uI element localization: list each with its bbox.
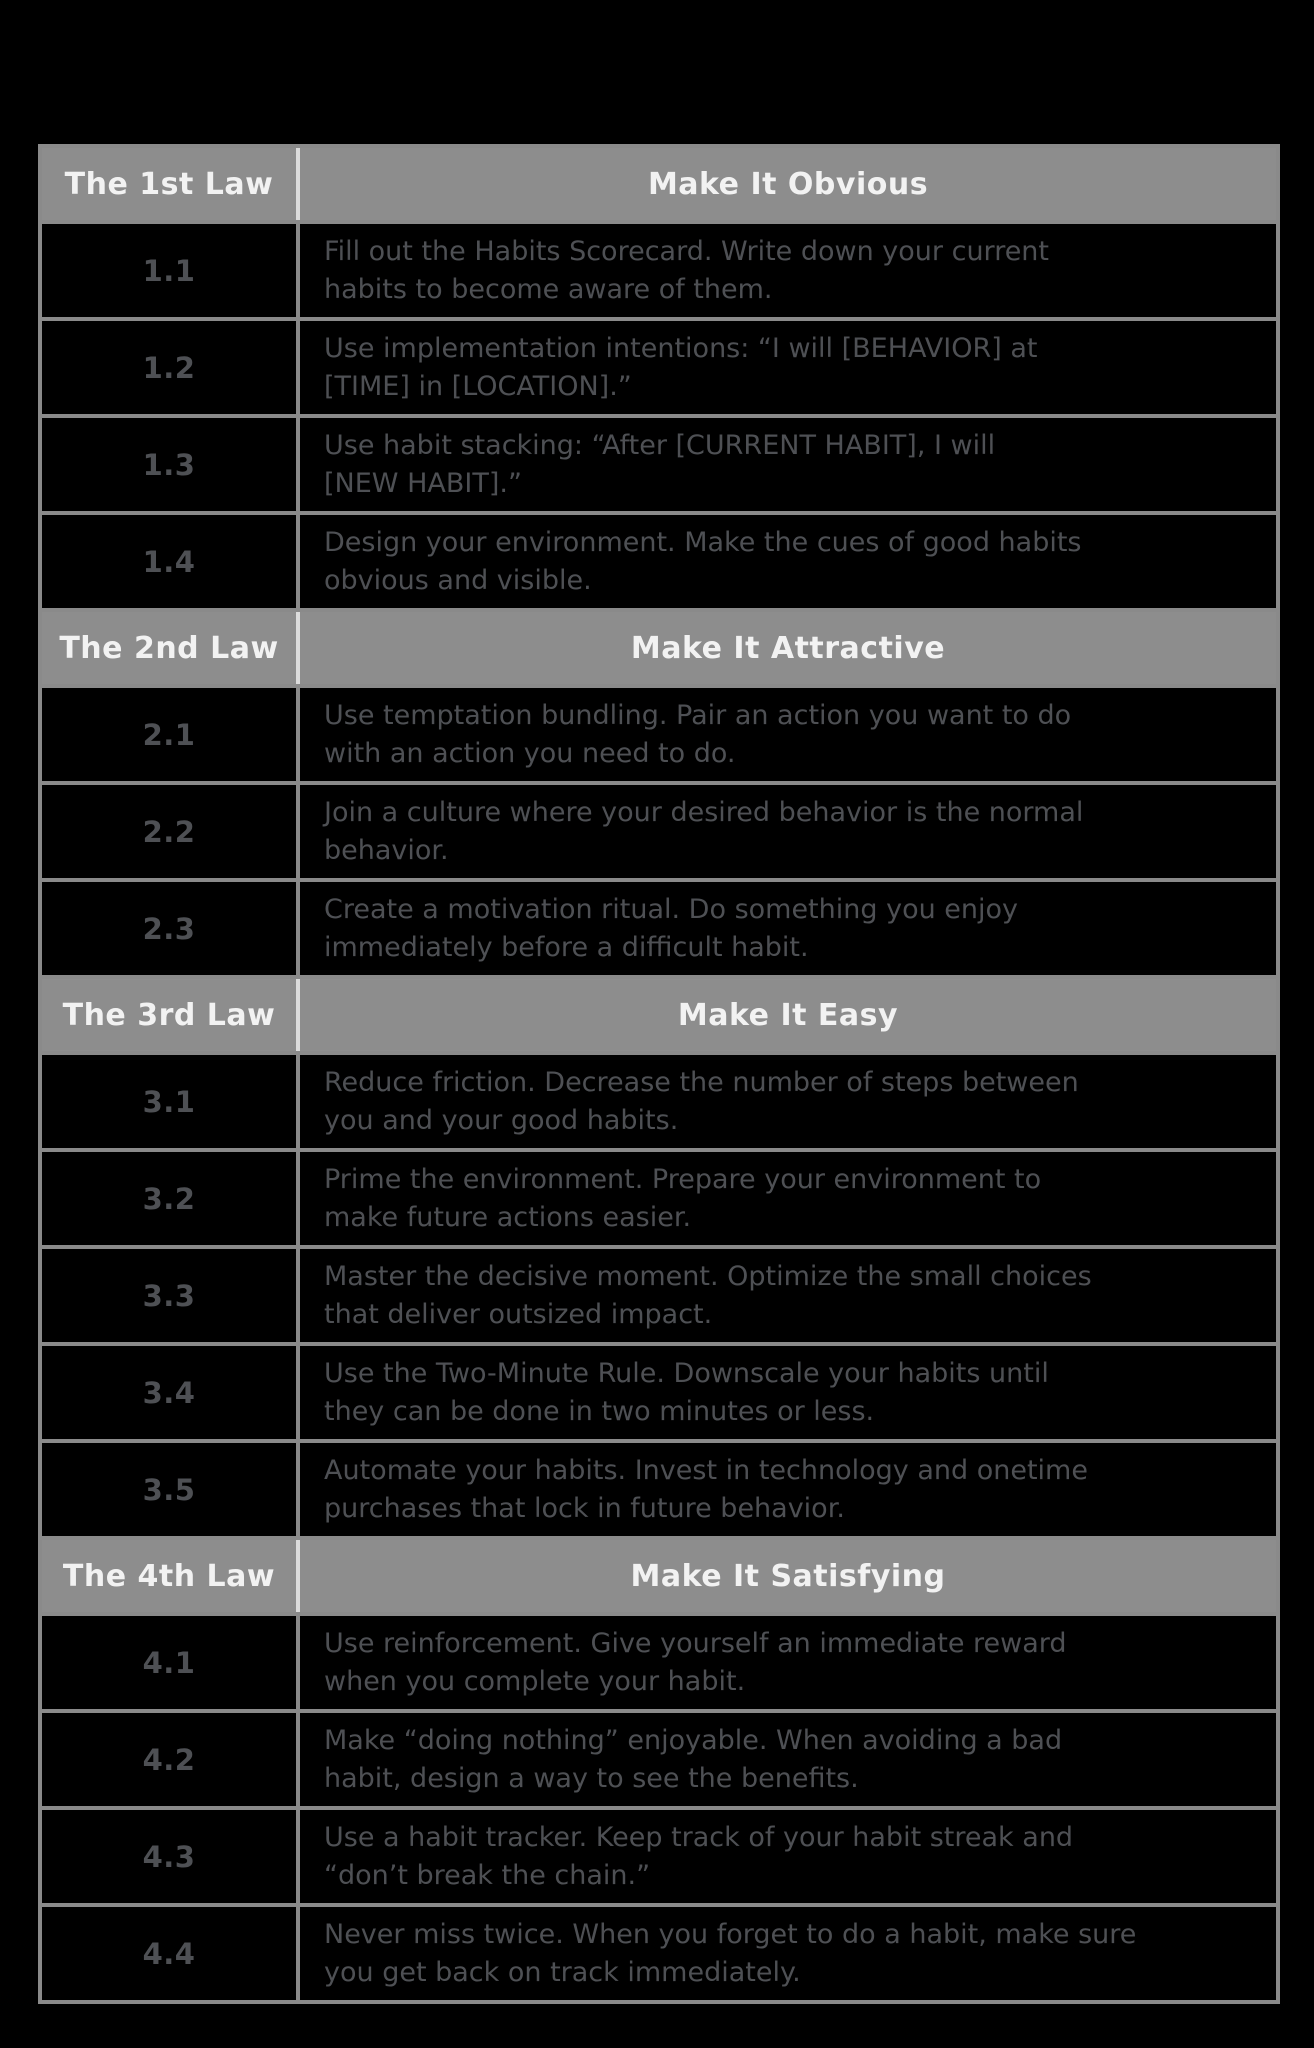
item-text-line: Use implementation intentions: “I will [BEHAVIOR] at xyxy=(324,332,1038,364)
item-text-line: Use reinforcement. Give yourself an immediate reward xyxy=(324,1627,1067,1659)
rule-header-cell-3 xyxy=(300,979,1276,1051)
item-text-line: that deliver outsized impact. xyxy=(324,1298,713,1330)
item-number-cell xyxy=(42,1616,300,1709)
item-text-cell xyxy=(300,1055,1276,1148)
item-text-cell xyxy=(300,418,1276,511)
item-text-line: [NEW HABIT].” xyxy=(324,467,522,499)
item-number-cell xyxy=(42,515,300,608)
rule-header-label: Make It Attractive xyxy=(630,630,946,666)
item-text-line: Prime the environment. Prepare your environment to xyxy=(324,1163,1042,1195)
item-text-line: [TIME] in [LOCATION].” xyxy=(324,370,632,402)
item-number-cell xyxy=(42,1907,300,2000)
item-number: 4.3 xyxy=(142,1839,196,1874)
item-number-cell xyxy=(42,1055,300,1148)
item-text-line: Master the decisive moment. Optimize the small choices xyxy=(324,1260,1092,1292)
item-number: 4.1 xyxy=(142,1645,196,1680)
item-text-cell xyxy=(300,1249,1276,1342)
habit-laws-table xyxy=(38,144,1280,2004)
item-number: 4.4 xyxy=(142,1936,196,1971)
item-text-line: Make “doing nothing” enjoyable. When avoiding a bad xyxy=(324,1724,1063,1756)
item-text-line: Automate your habits. Invest in technology and onetime xyxy=(324,1454,1088,1486)
item-text-line: habits to become aware of them. xyxy=(324,273,773,305)
item-text-cell xyxy=(300,1346,1276,1439)
item-text-cell xyxy=(300,882,1276,975)
item-number: 1.1 xyxy=(142,253,196,288)
item-number-cell xyxy=(42,1713,300,1806)
rule-header-cell-1 xyxy=(300,148,1276,220)
item-number: 2.1 xyxy=(142,717,196,752)
item-text-line: make future actions easier. xyxy=(324,1201,692,1233)
item-text-line: “don’t break the chain.” xyxy=(324,1859,651,1891)
item-text-cell xyxy=(300,321,1276,414)
item-number: 3.3 xyxy=(142,1278,196,1313)
rule-header-cell-4 xyxy=(300,1540,1276,1612)
item-text-line: immediately before a difficult habit. xyxy=(324,931,809,963)
item-text-line: Reduce friction. Decrease the number of steps between xyxy=(324,1066,1079,1098)
law-header-label: The 2nd Law xyxy=(59,630,279,666)
item-number-cell xyxy=(42,1810,300,1903)
item-number: 1.4 xyxy=(142,544,196,579)
item-text-cell xyxy=(300,515,1276,608)
law-header-cell-1 xyxy=(42,148,300,220)
item-text-line: Create a motivation ritual. Do something you enjoy xyxy=(324,893,1019,925)
item-text-cell xyxy=(300,1152,1276,1245)
rule-header-label: Make It Obvious xyxy=(647,166,929,202)
item-number: 1.2 xyxy=(142,350,196,385)
item-text-line: you and your good habits. xyxy=(324,1104,679,1136)
item-text-line: with an action you need to do. xyxy=(324,737,736,769)
law-header-cell-2 xyxy=(42,612,300,684)
item-text-cell xyxy=(300,1713,1276,1806)
item-text-line: Use a habit tracker. Keep track of your habit streak and xyxy=(324,1821,1074,1853)
item-text-cell xyxy=(300,224,1276,317)
item-text-line: habit, design a way to see the benefits. xyxy=(324,1762,859,1794)
item-number: 3.2 xyxy=(142,1181,196,1216)
item-text-line: they can be done in two minutes or less. xyxy=(324,1395,875,1427)
law-header-label: The 3rd Law xyxy=(62,997,276,1033)
item-number-cell xyxy=(42,1249,300,1342)
item-number-cell xyxy=(42,1443,300,1536)
item-text-cell xyxy=(300,1810,1276,1903)
item-number: 3.4 xyxy=(142,1375,196,1410)
item-text-line: Use temptation bundling. Pair an action you want to do xyxy=(324,699,1072,731)
item-number-cell xyxy=(42,688,300,781)
law-header-cell-3 xyxy=(42,979,300,1051)
item-number-cell xyxy=(42,882,300,975)
item-number: 3.1 xyxy=(142,1084,196,1119)
item-text-line: behavior. xyxy=(324,834,449,866)
item-text-cell xyxy=(300,1907,1276,2000)
item-number: 2.3 xyxy=(142,911,196,946)
item-text-line: purchases that lock in future behavior. xyxy=(324,1492,845,1524)
item-text-cell xyxy=(300,785,1276,878)
item-text-line: Use habit stacking: “After [CURRENT HABIT], I will xyxy=(324,429,996,461)
rule-header-label: Make It Easy xyxy=(677,997,899,1033)
item-text-line: when you complete your habit. xyxy=(324,1665,746,1697)
law-header-label: The 4th Law xyxy=(62,1558,276,1594)
law-header-cell-4 xyxy=(42,1540,300,1612)
item-text-line: you get back on track immediately. xyxy=(324,1956,801,1988)
item-text-line: Design your environment. Make the cues of good habits xyxy=(324,526,1082,558)
item-number: 4.2 xyxy=(142,1742,196,1777)
rule-header-label: Make It Satisfying xyxy=(630,1558,946,1594)
item-text-cell xyxy=(300,1616,1276,1709)
item-text-line: Fill out the Habits Scorecard. Write down your current xyxy=(324,235,1050,267)
item-number-cell xyxy=(42,1346,300,1439)
item-number-cell xyxy=(42,321,300,414)
item-text-cell xyxy=(300,688,1276,781)
item-text-line: obvious and visible. xyxy=(324,564,592,596)
item-number: 2.2 xyxy=(142,814,196,849)
item-text-line: Join a culture where your desired behavior is the normal xyxy=(324,796,1084,828)
rule-header-cell-2 xyxy=(300,612,1276,684)
law-header-label: The 1st Law xyxy=(64,166,274,202)
item-number-cell xyxy=(42,785,300,878)
item-number: 1.3 xyxy=(142,447,196,482)
item-number-cell xyxy=(42,1152,300,1245)
item-text-cell xyxy=(300,1443,1276,1536)
item-text-line: Never miss twice. When you forget to do a habit, make sure xyxy=(324,1918,1137,1950)
item-number-cell xyxy=(42,224,300,317)
item-number: 3.5 xyxy=(142,1472,196,1507)
item-number-cell xyxy=(42,418,300,511)
item-text-line: Use the Two-Minute Rule. Downscale your habits until xyxy=(324,1357,1049,1389)
